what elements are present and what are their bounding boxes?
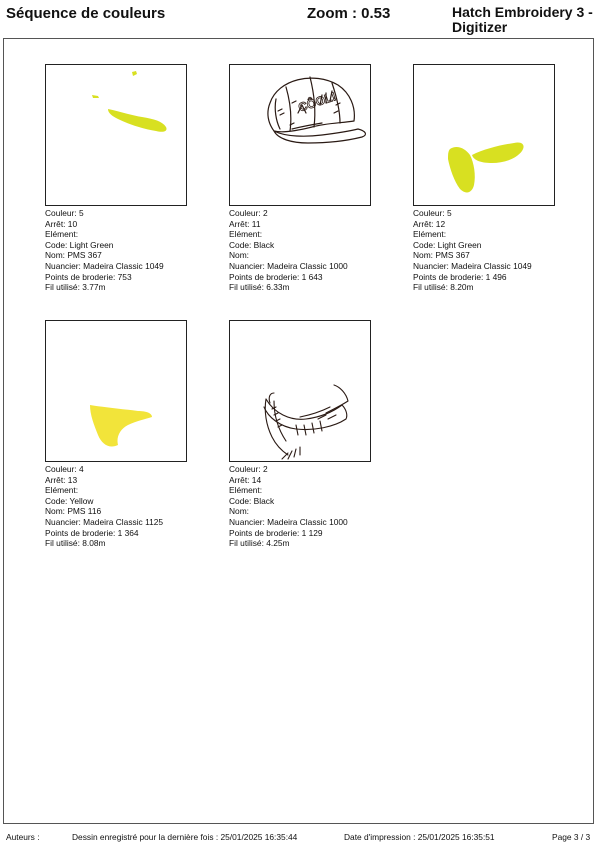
element-label: Elément: [229,485,263,496]
yellow-stitch-shape [46,321,186,461]
color-code: Code: Black [229,495,275,506]
color-number: Couleur: 5 [413,208,452,218]
thread-chart: Nuancier: Madeira Classic 1125 [45,516,164,527]
thread-used: Fil utilisé: 4.25m [229,538,290,549]
color-code: Code: Light Green [413,239,482,250]
stitch-preview [229,320,371,462]
color-name: Nom: PMS 367 [413,250,470,261]
element-label: Elément: [45,485,79,496]
color-name: Nom: PMS 116 [45,506,102,517]
light-green-stitch-shape [46,65,186,205]
stop-number: Arrêt: 13 [45,474,78,485]
thread-used: Fil utilisé: 8.20m [413,282,474,293]
stitch-count: Points de broderie: 1 129 [229,527,323,538]
footer-page-number: Page 3 / 3 [552,832,591,842]
app-name-line1: Hatch Embroidery 3 - [452,4,593,20]
stop-number: Arrêt: 11 [229,218,261,229]
thread-used: Fil utilisé: 8.08m [45,538,106,549]
stitch-preview [413,64,555,206]
color-stop-card [45,64,195,293]
thread-chart: Nuancier: Madeira Classic 1049 [45,260,164,271]
color-name: Nom: [229,250,250,261]
color-stop-info [229,208,379,293]
color-code: Code: Black [229,239,275,250]
stitch-count: Points de broderie: 1 364 [45,527,139,538]
color-number: Couleur: 2 [229,208,268,218]
color-stop-info [45,464,195,549]
footer-last-saved: Dessin enregistré pour la dernière fois : 25/01/2025 16:35:44 [72,832,298,842]
stop-number: Arrêt: 10 [45,218,78,229]
color-name: Nom: [229,506,250,517]
color-stop-card [229,320,379,549]
app-name-line2: Digitizer [452,19,508,35]
color-stop-card [229,64,379,293]
color-name: Nom: PMS 367 [45,250,102,261]
footer-print-date: Date d'impression : 25/01/2025 16:35:51 [344,832,495,842]
color-stop-info [229,464,379,549]
color-number: Couleur: 4 [45,464,84,474]
color-stop-card [413,64,563,293]
stitch-count: Points de broderie: 1 643 [229,271,323,282]
app-name [452,5,598,35]
element-label: Elément: [45,229,79,240]
thread-used: Fil utilisé: 6.33m [229,282,290,293]
thread-chart: Nuancier: Madeira Classic 1049 [413,260,532,271]
thread-chart: Nuancier: Madeira Classic 1000 [229,516,348,527]
cap-outline-stitch-shape [230,65,370,205]
stitch-count: Points de broderie: 753 [45,271,132,282]
zoom-level: Zoom : 0.53 [307,5,391,22]
scarf-outline-stitch-shape [230,321,370,461]
color-number: Couleur: 2 [229,464,268,474]
element-label: Elément: [413,229,447,240]
stitch-count: Points de broderie: 1 496 [413,271,507,282]
stitch-preview [229,64,371,206]
cap-lettering: CÔOL! [296,89,338,115]
page-footer [0,829,600,845]
color-stop-info [45,208,195,293]
footer-authors: Auteurs : [6,832,40,842]
thread-used: Fil utilisé: 3.77m [45,282,106,293]
stop-number: Arrêt: 14 [229,474,262,485]
color-number: Couleur: 5 [45,208,84,218]
color-code: Code: Light Green [45,239,114,250]
stitch-preview [45,320,187,462]
page-title: Séquence de couleurs [6,5,166,22]
thread-chart: Nuancier: Madeira Classic 1000 [229,260,348,271]
stop-number: Arrêt: 12 [413,218,446,229]
stitch-preview [45,64,187,206]
color-stop-info [413,208,563,293]
element-label: Elément: [229,229,263,240]
color-stop-card [45,320,195,549]
color-code: Code: Yellow [45,495,94,506]
light-green-stitch-shape [414,65,554,205]
